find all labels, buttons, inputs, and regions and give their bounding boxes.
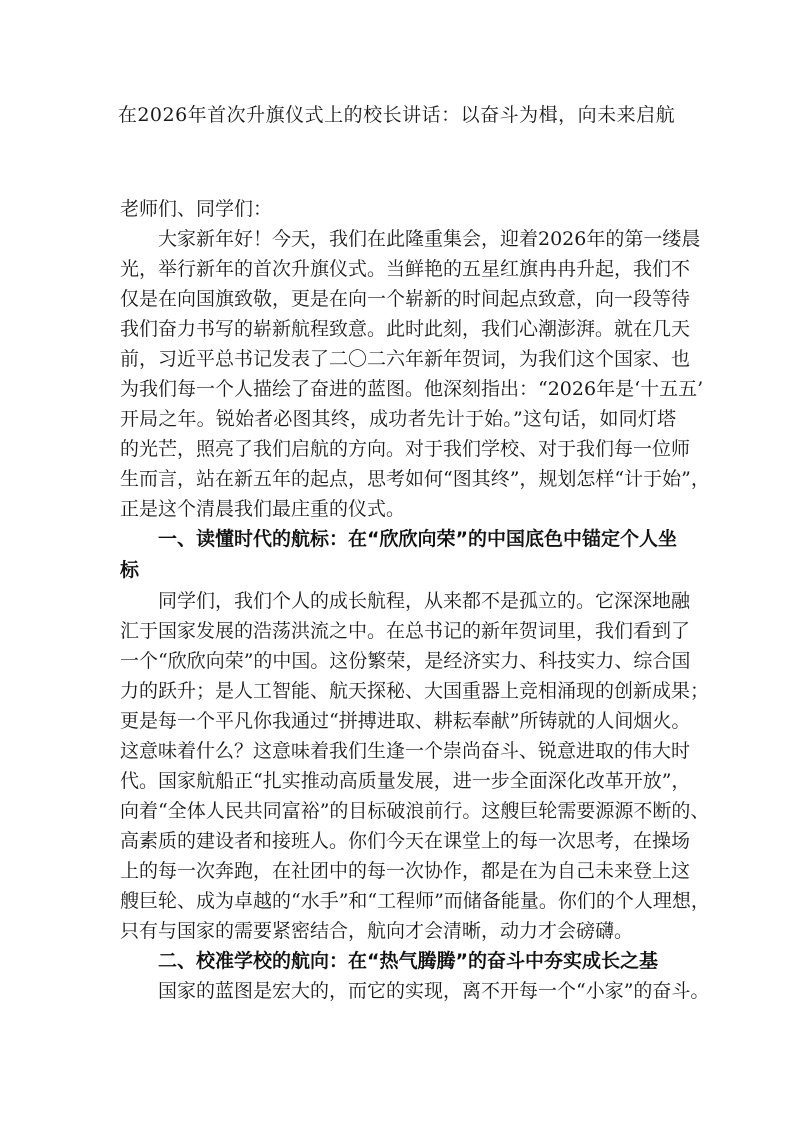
section-1-heading: 一、读懂时代的航标：在“欣欣向荣”的中国底色中锚定个人坐 [158,528,677,550]
paragraph-line: 大家新年好！今天，我们在此隆重集会，迎着2026年的第一缕晨 [158,228,701,250]
paragraph-line: 我们奋力书写的崭新航程致意。此时此刻，我们心潮澎湃。就在几天 [120,318,691,340]
paragraph-line: 力的跃升；是人工智能、航天探秘、大国重器上竞相涌现的创新成果； [120,680,710,702]
paragraph-line: 光，举行新年的首次升旗仪式。当鲜艳的五星红旗冉冉升起，我们不 [120,258,691,280]
paragraph-line: 正是这个清晨我们最庄重的仪式。 [120,498,406,520]
paragraph-line: 同学们，我们个人的成长航程，从来都不是孤立的。它深深地融 [158,590,691,612]
section-1-heading-cont: 标 [120,559,140,581]
paragraph-line: 只有与国家的需要紧密结合，航向才会清晰，动力才会磅礴。 [120,920,634,942]
paragraph-line: 生而言，站在新五年的起点，思考如何“图其终”，规划怎样“计于始”， [120,468,710,490]
paragraph-line: 上的每一次奔跑，在社团中的每一次协作，都是在为自己未来登上这 [120,860,691,882]
paragraph-line: 代。国家航船正“扎实推动高质量发展，进一步全面深化改革开放”， [120,770,691,792]
section-2 [120,946,710,1006]
section-1 [120,524,710,946]
paragraph-line: 更是每一个平凡你我通过“拼搏进取、耕耘奉献”所铸就的人间烟火。 [120,710,691,732]
section-2-heading: 二、校准学校的航向：在“热气腾腾”的奋斗中夯实成长之基 [158,950,658,972]
paragraph-line: 汇于国家发展的浩荡洪流之中。在总书记的新年贺词里，我们看到了 [120,620,691,642]
paragraph-line: 开局之年。锐始者必图其终，成功者先计于始。”这句话，如同灯塔 [120,408,676,430]
paragraph-line: 的光芒，照亮了我们启航的方向。对于我们学校、对于我们每一位师 [120,438,691,460]
paragraph-line: 仅是在向国旗致敬，更是在向一个崭新的时间起点致意，向一段等待 [120,288,691,310]
paragraph-line: 前，习近平总书记发表了二〇二六年新年贺词，为我们这个国家、也 [120,348,691,370]
paragraph-intro [120,224,710,524]
paragraph-line: 国家的蓝图是宏大的，而它的实现，离不开每一个“小家”的奋斗。 [158,980,710,1002]
paragraph-line: 一个“欣欣向荣”的中国。这份繁荣，是经济实力、科技实力、综合国 [120,650,691,672]
paragraph-line: 这意味着什么？这意味着我们生逢一个崇尚奋斗、锐意进取的伟大时 [120,740,691,762]
paragraph-line: 高素质的建设者和接班人。你们今天在课堂上的每一次思考，在操场 [120,830,691,852]
document-title: 在2026年首次升旗仪式上的校长讲话：以奋斗为楫，向未来启航 [117,104,676,126]
paragraph-line: 为我们每一个人描绘了奋进的蓝图。他深刻指出：“2026年是‘十五五’ [120,378,704,400]
paragraph-line: 向着“全体人民共同富裕”的目标破浪前行。这艘巨轮需要源源不断的、 [120,800,710,822]
paragraph-line: 艘巨轮、成为卓越的“水手”和“工程师”而储备能量。你们的个人理想， [120,890,710,912]
document-body [120,194,710,1006]
salutation: 老师们、同学们： [120,198,273,220]
